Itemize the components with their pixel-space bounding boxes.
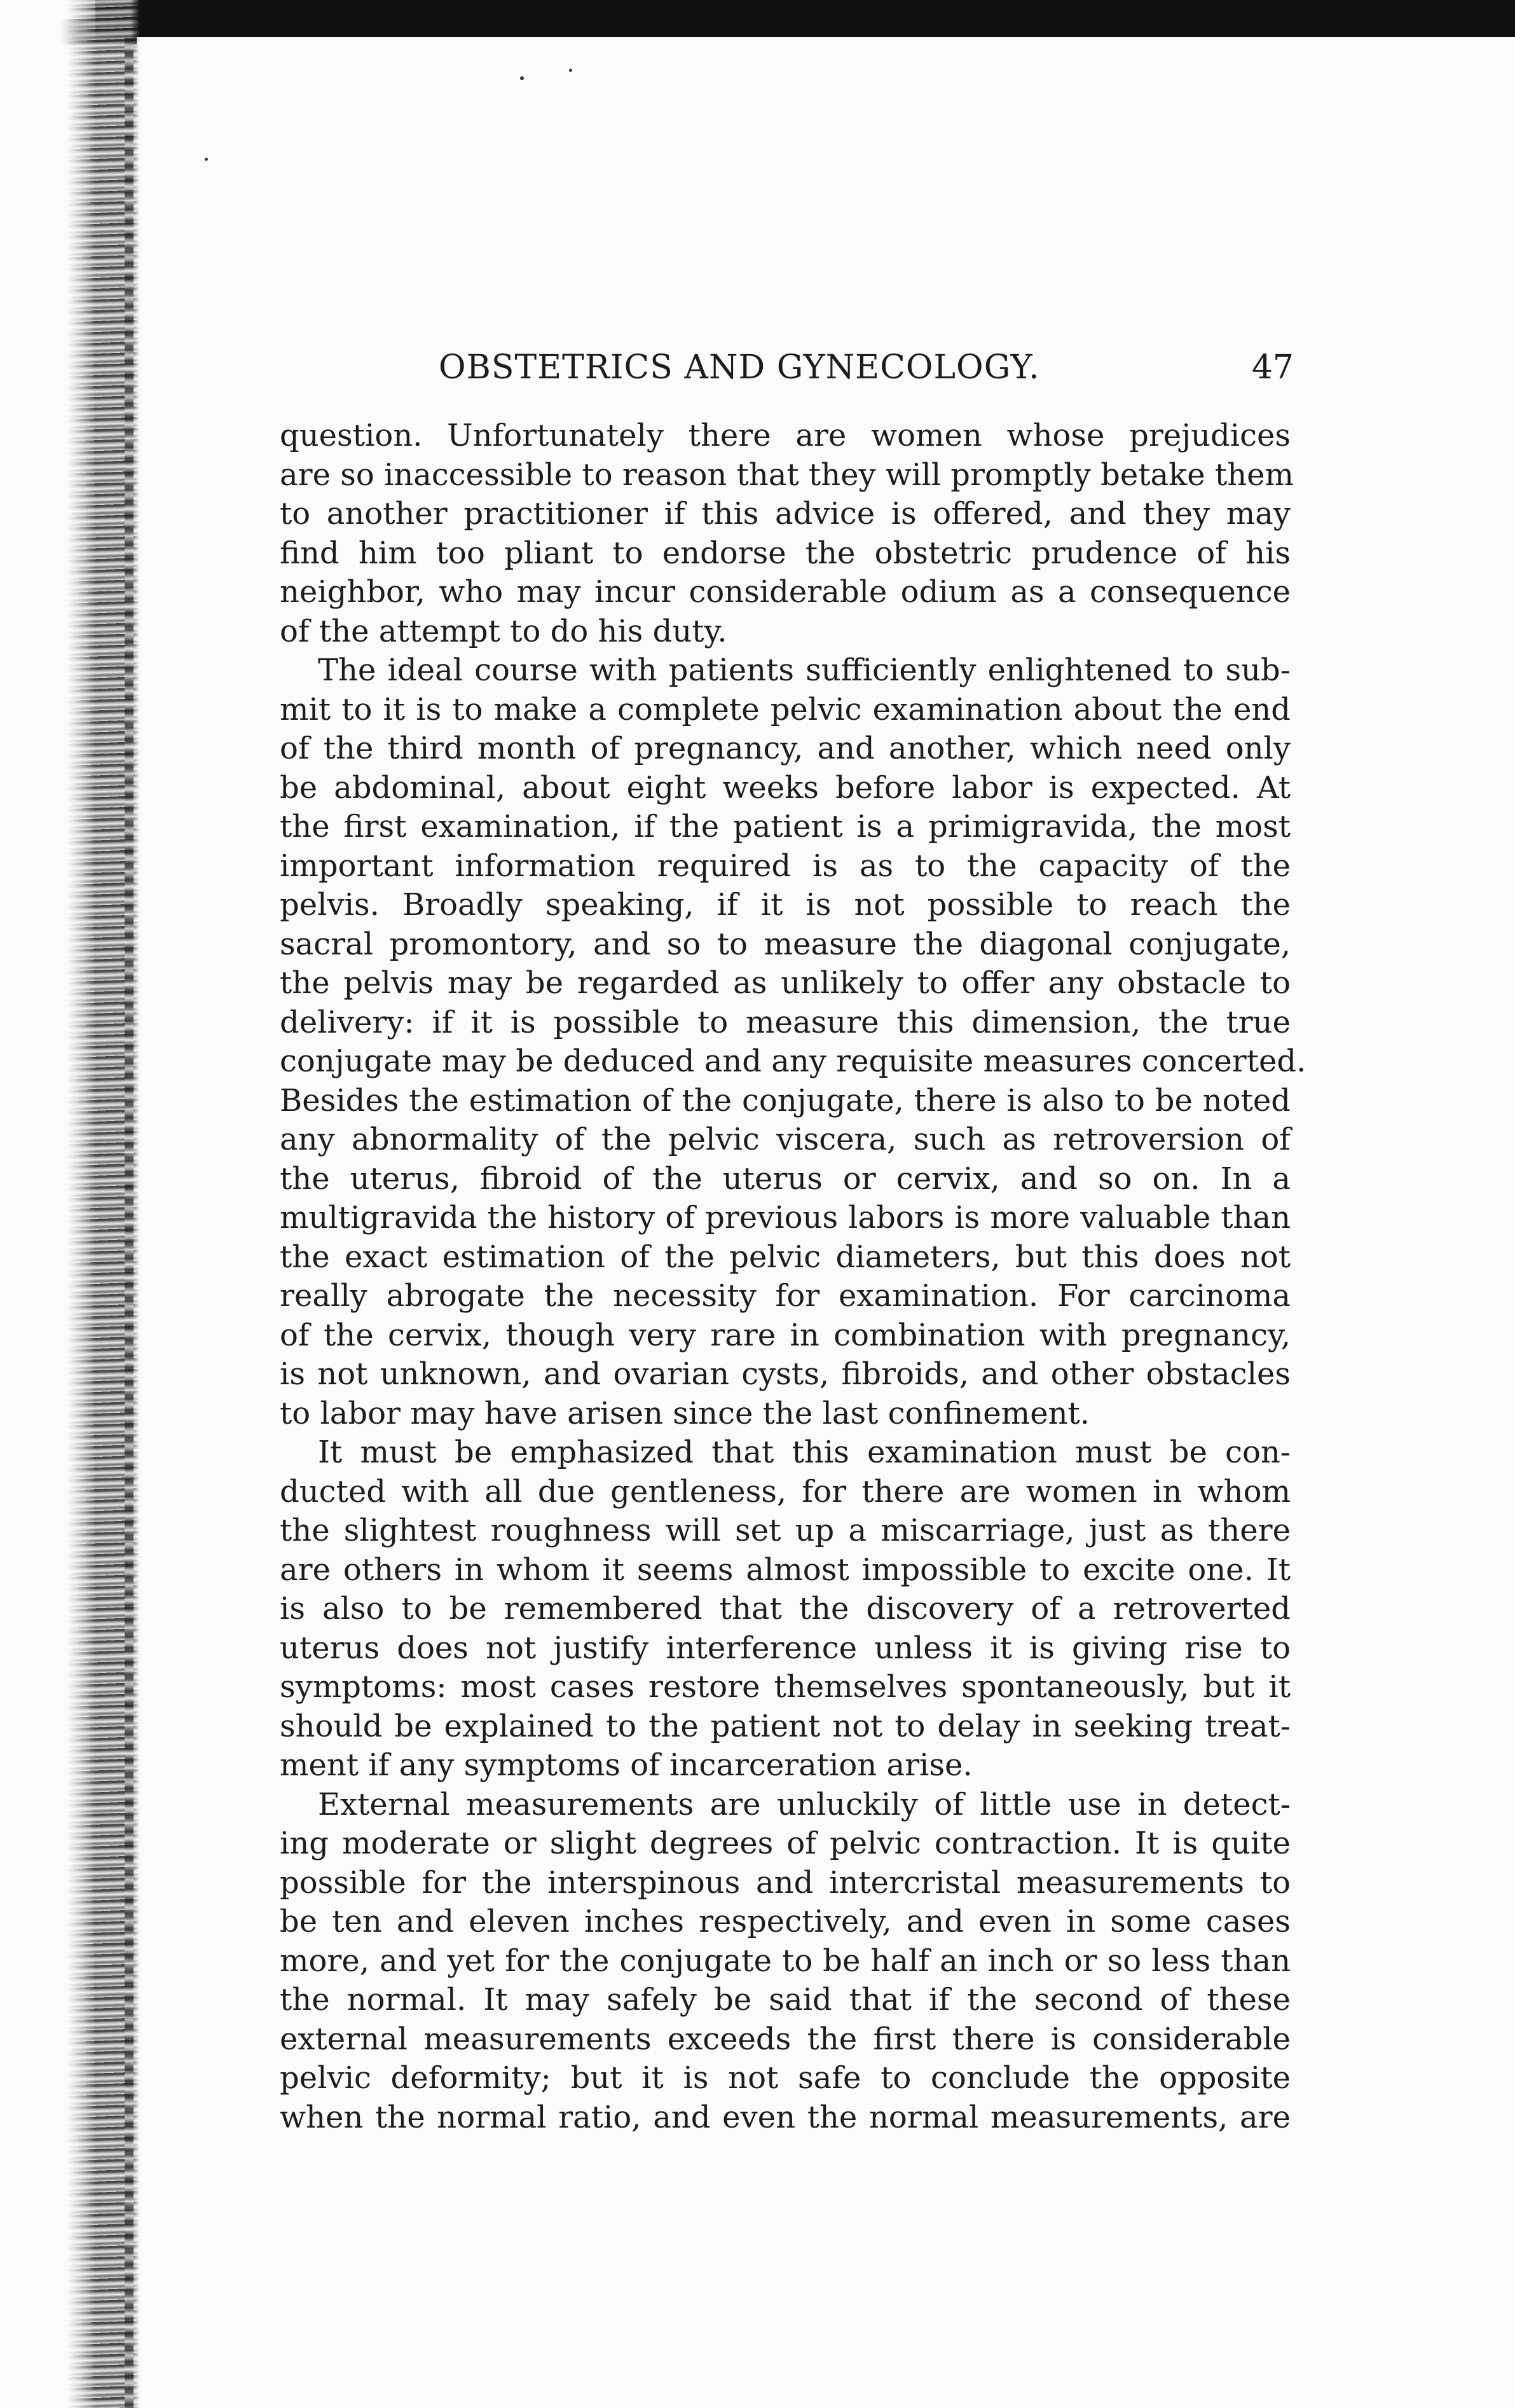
text-line: are so inaccessible to reason that they will promptly betake them <box>280 457 1294 493</box>
text-line: are others in whom it seems almost impossible to excite one. It <box>280 1551 1291 1588</box>
text-line: to labor may have arisen since the last confinement. <box>280 1395 1090 1431</box>
text-line: neighbor, who may incur considerable odium as a consequence <box>280 574 1291 610</box>
running-header-title: OBSTETRICS AND GYNECOLOGY. <box>439 348 1040 387</box>
text-line: pelvis. Broadly speaking, if it is not possible to reach the <box>280 887 1291 923</box>
text-line: uterus does not justify interference unless it is giving rise to <box>280 1630 1291 1666</box>
text-line: the normal. It may safely be said that if the second of these <box>280 1982 1291 2018</box>
scan-binding-edge <box>0 0 140 2408</box>
text-line: of the attempt to do his duty. <box>280 613 727 649</box>
scan-speck <box>569 69 572 72</box>
text-line: Besides the estimation of the conjugate, there is also to be noted <box>280 1082 1291 1118</box>
text-line: be ten and eleven inches respectively, and even in some cases <box>280 1904 1291 1939</box>
text-line: important information required is as to the capacity of the <box>280 848 1291 884</box>
text-line: possible for the interspinous and intercristal measurements to <box>280 1864 1291 1901</box>
text-line: External measurements are unluckily of little use in detect- <box>318 1786 1291 1822</box>
text-line: the first examination, if the patient is a primigravida, the most <box>280 809 1291 844</box>
text-line: of the cervix, though very rare in combination with pregnancy, <box>280 1317 1291 1353</box>
text-line: is not unknown, and ovarian cysts, fibroids, and other obstacles <box>280 1356 1291 1392</box>
text-line: sacral promontory, and so to measure the diagonal conjugate, <box>280 926 1291 962</box>
text-line: ing moderate or slight degrees of pelvic contraction. It is quite <box>280 1826 1291 1861</box>
text-line: It must be emphasized that this examination must be con- <box>318 1434 1291 1470</box>
text-line: symptoms: most cases restore themselves spontaneously, but it <box>280 1669 1291 1705</box>
text-line: question. Unfortunately there are women whose prejudices <box>280 418 1291 453</box>
text-line: to another practitioner if this advice is offered, and they may <box>280 496 1291 532</box>
text-line: multigravida the history of previous labors is more valuable than <box>280 1200 1291 1235</box>
text-line: when the normal ratio, and even the normal measurements, are <box>280 2099 1291 2135</box>
text-line: should be explained to the patient not to delay in seeking treat- <box>280 1708 1291 1744</box>
text-line: really abrogate the necessity for examination. For carcinoma <box>280 1278 1291 1314</box>
scan-binding-shadow <box>125 38 134 2408</box>
text-line: The ideal course with patients sufficiently enlightened to sub- <box>318 652 1291 688</box>
scan-speck <box>205 158 208 161</box>
text-line: pelvic deformity; but it is not safe to conclude the opposite <box>280 2060 1291 2096</box>
text-line: of the third month of pregnancy, and another, which need only <box>280 731 1291 766</box>
text-line: ment if any symptoms of incarceration arise. <box>280 1747 973 1783</box>
scan-speck <box>520 76 524 80</box>
text-line: be abdominal, about eight weeks before labor is expected. At <box>280 769 1291 806</box>
text-line: find him too pliant to endorse the obstetric prudence of his <box>280 535 1291 571</box>
text-line: more, and yet for the conjugate to be half an inch or so less than <box>280 1943 1291 1979</box>
text-line: any abnormality of the pelvic viscera, such as retroversion of <box>280 1122 1291 1157</box>
text-line: the uterus, fibroid of the uterus or cervix, and so on. In a <box>280 1160 1291 1197</box>
body-text <box>280 416 1306 2137</box>
scan-top-border <box>95 0 1515 37</box>
text-line: the slightest roughness will set up a miscarriage, just as there <box>280 1513 1291 1548</box>
text-line: external measurements exceeds the first there is considerable <box>280 2021 1291 2057</box>
text-line: delivery: if it is possible to measure this dimension, the true <box>280 1004 1291 1040</box>
text-line: mit to it is to make a complete pelvic examination about the end <box>280 691 1291 727</box>
running-header <box>439 348 1294 393</box>
text-line: ducted with all due gentleness, for there are women in whom <box>280 1473 1291 1510</box>
text-line: the exact estimation of the pelvic diameters, but this does not <box>280 1239 1291 1275</box>
page-number: 47 <box>1251 348 1294 387</box>
text-line: is also to be remembered that the discovery of a retroverted <box>280 1591 1291 1627</box>
text-line: the pelvis may be regarded as unlikely to offer any obstacle to <box>280 965 1291 1001</box>
text-line: conjugate may be deduced and any requisite measures concerted. <box>280 1043 1306 1079</box>
